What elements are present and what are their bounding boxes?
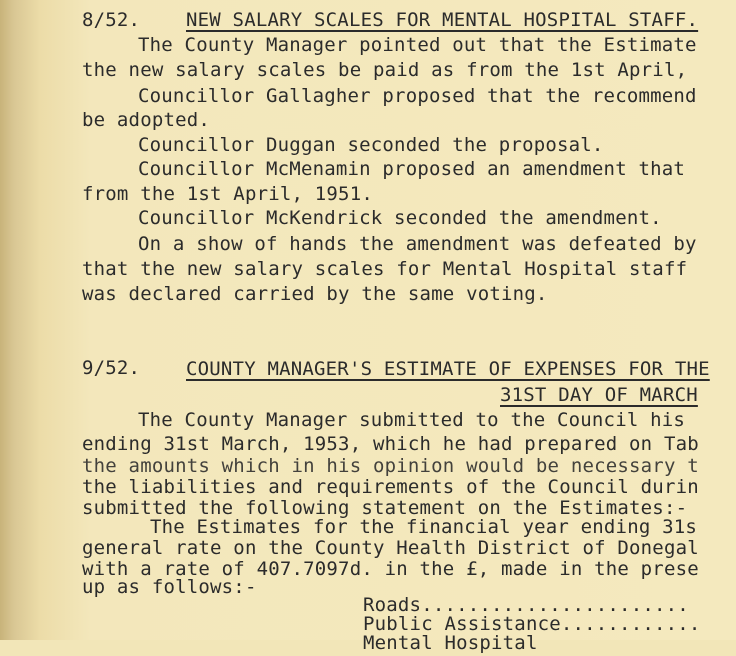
paragraph-line: The Estimates for the financial year ending 31s bbox=[150, 516, 698, 538]
paragraph-line: was declared carried by the same voting. bbox=[82, 283, 548, 305]
paragraph-line: ending 31st March, 1953, which he had prepared on Tab bbox=[82, 433, 699, 455]
section-number: 8/52. bbox=[82, 9, 141, 31]
paragraph-line: On a show of hands the amendment was defeated by bbox=[138, 233, 697, 255]
section-number: 9/52. bbox=[82, 357, 141, 379]
paragraph-line: the new salary scales be paid as from the 1st April, bbox=[82, 59, 688, 81]
paragraph-line: the liabilities and requirements of the Council durin bbox=[82, 476, 699, 498]
paragraph-line: general rate on the County Health District of Donegal bbox=[82, 537, 699, 559]
paragraph-line: The County Manager submitted to the Council his bbox=[138, 409, 686, 431]
section-title-continued: 31ST DAY OF MARCH bbox=[500, 384, 698, 406]
list-item: Public Assistance............ bbox=[363, 613, 701, 635]
paragraph-line: up as follows:- bbox=[82, 576, 257, 598]
paragraph-line: be adopted. bbox=[82, 109, 211, 131]
paragraph-line: the amounts which in his opinion would be necessary t bbox=[82, 455, 699, 477]
paragraph-line: Councillor McMenamin proposed an amendment that bbox=[138, 158, 686, 180]
paragraph-line: The County Manager pointed out that the Estimate bbox=[138, 34, 697, 56]
paragraph-line: Councillor Gallagher proposed that the recommend bbox=[138, 85, 697, 107]
paragraph-line: from the 1st April, 1951. bbox=[82, 183, 373, 205]
paragraph-line: submitted the following statement on the Estimates:- bbox=[82, 497, 688, 519]
paragraph-line: Councillor McKendrick seconded the amendment. bbox=[138, 207, 662, 229]
list-item: Mental Hospital bbox=[363, 632, 538, 654]
paragraph-line: Councillor Duggan seconded the proposal. bbox=[138, 134, 604, 156]
list-item: Roads....................... bbox=[363, 594, 689, 616]
section-title: COUNTY MANAGER'S ESTIMATE OF EXPENSES FOR THE bbox=[186, 358, 710, 380]
paragraph-line: that the new salary scales for Mental Hospital staff bbox=[82, 258, 688, 280]
section-title: NEW SALARY SCALES FOR MENTAL HOSPITAL STAFF. bbox=[186, 9, 699, 31]
paragraph-line: with a rate of 407.7097d. in the £, made in the prese bbox=[82, 558, 699, 580]
